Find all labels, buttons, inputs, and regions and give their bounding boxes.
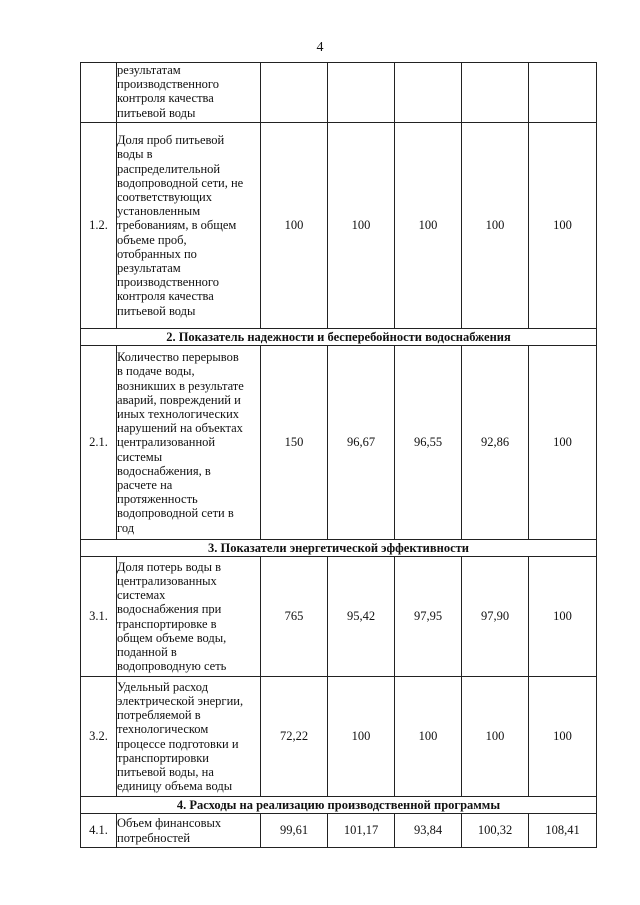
- value-cell: 97,90: [462, 557, 529, 677]
- value-cell: 97,95: [395, 557, 462, 677]
- description-line: водоснабжения при: [117, 602, 222, 617]
- value-cell: 108,41: [529, 814, 597, 848]
- description-line: Доля проб питьевой: [117, 133, 225, 148]
- value-cell: 100: [261, 123, 328, 329]
- section-title: 4. Расходы на реализацию производственной программы: [81, 797, 597, 814]
- description-line: контроля качества: [117, 91, 214, 106]
- description-line: питьевой воды: [117, 105, 196, 120]
- description-line: транспортировке в: [117, 616, 217, 631]
- description-line: контроля качества: [117, 289, 214, 304]
- value-cell: 100: [462, 123, 529, 329]
- value-cell: 100: [395, 677, 462, 797]
- value-cell: 150: [261, 346, 328, 540]
- description-line: год: [117, 520, 135, 535]
- description-line: возникших в результате: [117, 378, 244, 393]
- description-line: распределительной: [117, 161, 221, 176]
- indicator-description: [117, 63, 261, 123]
- description-line: иных технологических: [117, 406, 240, 421]
- indicator-description: [117, 346, 261, 540]
- description-line: объеме проб,: [117, 232, 187, 247]
- indicator-description: [117, 677, 261, 797]
- value-cell: 95,42: [328, 557, 395, 677]
- value-cell: [529, 63, 597, 123]
- value-cell: [261, 63, 328, 123]
- value-cell: [462, 63, 529, 123]
- indicator-description: [117, 557, 261, 677]
- value-cell: 93,84: [395, 814, 462, 848]
- description-line: централизованных: [117, 573, 217, 588]
- table-row: [81, 346, 597, 540]
- description-line: Доля потерь воды в: [117, 559, 222, 574]
- table-row: [81, 557, 597, 677]
- description-line: установленным: [117, 204, 201, 219]
- value-cell: 100: [462, 677, 529, 797]
- value-cell: 100: [328, 123, 395, 329]
- description-line: питьевой воды, на: [117, 764, 214, 779]
- value-cell: 72,22: [261, 677, 328, 797]
- indicator-description: [117, 814, 261, 848]
- value-cell: 96,67: [328, 346, 395, 540]
- description-line: Удельный расход: [117, 679, 209, 694]
- value-cell: 100: [529, 346, 597, 540]
- description-line: требованиям, в общем: [117, 218, 237, 233]
- description-line: питьевой воды: [117, 303, 196, 318]
- description-line: системы: [117, 449, 163, 464]
- description-line: водопроводной сети в: [117, 506, 234, 521]
- section-title: 2. Показатель надежности и бесперебойности водоснабжения: [81, 329, 597, 346]
- value-cell: 100: [529, 123, 597, 329]
- description-line: отобранных по: [117, 246, 197, 261]
- value-cell: 100: [529, 677, 597, 797]
- description-line: технологическом: [117, 722, 209, 737]
- row-number: 1.2.: [81, 123, 117, 329]
- value-cell: 96,55: [395, 346, 462, 540]
- description-line: воды в: [117, 147, 153, 162]
- value-cell: [395, 63, 462, 123]
- table-row: [81, 814, 597, 848]
- description-line: водоснабжения, в: [117, 463, 211, 478]
- description-line: потребностей: [117, 830, 191, 845]
- description-line: электрической энергии,: [117, 693, 244, 708]
- description-line: результатам: [117, 261, 181, 275]
- indicator-description: [117, 123, 261, 329]
- description-line: Количество перерывов: [117, 350, 239, 365]
- description-line: нарушений на объектах: [117, 421, 243, 436]
- description-line: водопроводную сеть: [117, 659, 227, 674]
- section-title: 3. Показатели энергетической эффективности: [81, 540, 597, 557]
- value-cell: 99,61: [261, 814, 328, 848]
- section-header-row: [81, 797, 597, 814]
- description-line: расчете на: [117, 478, 173, 492]
- description-line: Объем финансовых: [117, 816, 222, 831]
- description-line: общем объеме воды,: [117, 630, 227, 645]
- row-number: 2.1.: [81, 346, 117, 540]
- row-number: [81, 63, 117, 123]
- description-line: производственного: [117, 77, 219, 92]
- description-line: транспортировки: [117, 750, 209, 765]
- value-cell: [328, 63, 395, 123]
- section-header-row: [81, 329, 597, 346]
- value-cell: 100: [395, 123, 462, 329]
- description-line: результатам: [117, 63, 181, 77]
- page-number: 4: [316, 40, 324, 55]
- row-number: 3.1.: [81, 557, 117, 677]
- description-line: поданной в: [117, 644, 177, 659]
- row-number: 3.2.: [81, 677, 117, 797]
- description-line: производственного: [117, 275, 219, 290]
- section-header-row: [81, 540, 597, 557]
- value-cell: 100,32: [462, 814, 529, 848]
- value-cell: 765: [261, 557, 328, 677]
- description-line: протяженность: [117, 492, 198, 507]
- description-line: аварий, повреждений и: [117, 392, 241, 407]
- value-cell: 100: [529, 557, 597, 677]
- table-row: [81, 123, 597, 329]
- description-line: процессе подготовки и: [117, 736, 239, 751]
- value-cell: 101,17: [328, 814, 395, 848]
- indicators-table: [80, 62, 597, 848]
- description-line: водопроводной сети, не: [117, 175, 244, 190]
- description-line: единицу объема воды: [117, 779, 233, 794]
- table-row: [81, 63, 597, 123]
- table-row: [81, 677, 597, 797]
- value-cell: 100: [328, 677, 395, 797]
- description-line: потребляемой в: [117, 708, 201, 723]
- description-line: соответствующих: [117, 189, 212, 204]
- description-line: в подаче воды,: [117, 364, 195, 379]
- value-cell: 92,86: [462, 346, 529, 540]
- description-line: системах: [117, 588, 166, 603]
- row-number: 4.1.: [81, 814, 117, 848]
- table-body: [81, 63, 597, 848]
- description-line: централизованной: [117, 435, 216, 450]
